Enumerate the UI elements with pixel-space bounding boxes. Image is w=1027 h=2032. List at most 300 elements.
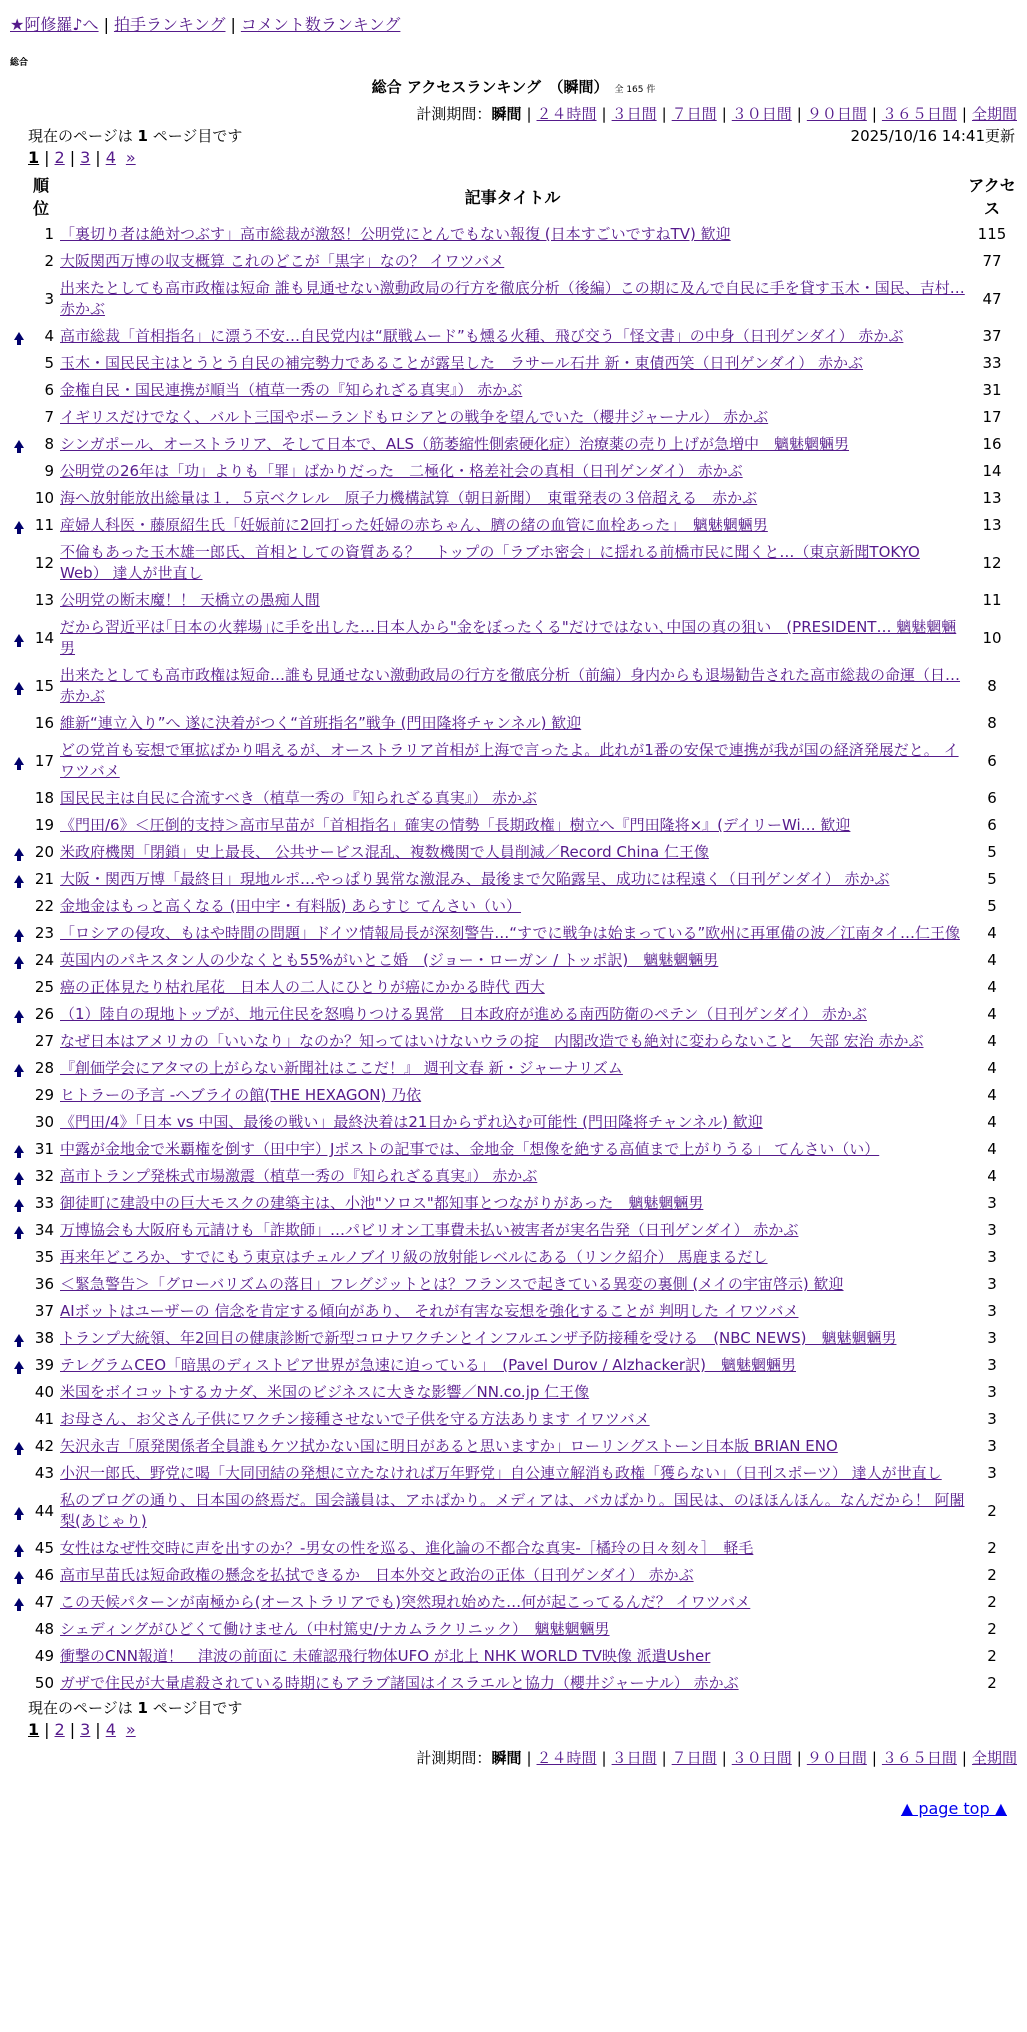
- period-selector-bottom: [10, 1747, 1017, 1769]
- table-row: [10, 404, 1017, 431]
- table-row: [10, 1271, 1017, 1298]
- rank-up-icon: [14, 1064, 24, 1072]
- table-row: [10, 485, 1017, 512]
- title-cell: [58, 614, 967, 662]
- title-cell: [58, 404, 967, 431]
- article-link[interactable]: （1）陸自の現地トップが、地元住民を怒鳴りつける異常 日本政府が進める南西防衛のペテン（日刊ゲンダイ） 赤かぶ: [60, 1005, 867, 1023]
- rank-number: 7: [44, 408, 54, 426]
- rank-number: 19: [34, 816, 54, 834]
- access-count: 77: [982, 252, 1002, 270]
- separator: |: [526, 105, 532, 123]
- period-link[interactable]: ７日間: [671, 105, 717, 123]
- article-link[interactable]: 《門田/4》「日本 vs 中国、最後の戦い」最終決着は21日からずれ込む可能性 (門田隆将チャンネル) 歓迎: [60, 1113, 763, 1131]
- table-row: [10, 221, 1017, 248]
- period-link[interactable]: ２４時間: [536, 105, 597, 123]
- title-cell: [58, 275, 967, 323]
- table-row: [10, 1643, 1017, 1670]
- rank-number: 26: [34, 1005, 54, 1023]
- table-row: [10, 1616, 1017, 1643]
- article-link[interactable]: 『創価学会にアタマの上がらない新聞社はここだ！』 週刊文春 新・ジャーナリズム: [60, 1059, 623, 1077]
- article-link[interactable]: 大阪・関西万博「最終日」現地ルポ…やっぱり異常な激混み、最後まで欠陥露呈、成功には程遠く（日刊ゲンダイ） 赤かぶ: [60, 870, 890, 888]
- rank-up-icon: [14, 929, 24, 937]
- pager-current[interactable]: 1: [28, 148, 40, 167]
- rank-number: 11: [34, 516, 54, 534]
- article-link[interactable]: イギリスだけでなく、バルト三国やポーランドもロシアとの戦争を望んでいた（櫻井ジャーナル） 赤かぶ: [60, 408, 769, 426]
- page-info-row: [10, 125, 1017, 147]
- ranking-title: 総合 アクセスランキング （瞬間）: [371, 78, 609, 96]
- rank-number: 36: [34, 1275, 54, 1293]
- access-count: 5: [987, 897, 997, 915]
- rank-up-icon: [14, 1544, 24, 1552]
- table-row: [10, 539, 1017, 587]
- rank-number: 21: [34, 870, 54, 888]
- rank-up-icon: [14, 848, 24, 856]
- table-row: [10, 1001, 1017, 1028]
- rank-number: 24: [34, 951, 54, 969]
- rank-up-icon: [14, 1010, 24, 1018]
- access-count: 6: [987, 751, 997, 770]
- pager-link[interactable]: 2: [54, 148, 65, 167]
- page-top-link[interactable]: ▲ page top ▲: [900, 1799, 1007, 1818]
- table-row: [10, 974, 1017, 1001]
- pager-link[interactable]: 3: [80, 1720, 91, 1739]
- title-cell: [58, 839, 967, 866]
- title-cell: [58, 1670, 967, 1697]
- article-link[interactable]: 出来たとしても高市政権は短命…誰も見通せない激動政局の行方を徹底分析（前編）身内からも退場勧告された高市総裁の命運（日… 赤かぶ: [60, 666, 961, 705]
- access-count: 5: [987, 843, 997, 861]
- rank-number: 13: [34, 591, 54, 609]
- rank-up-icon: [14, 634, 24, 642]
- title-cell: [58, 893, 967, 920]
- rank-number: 39: [34, 1356, 54, 1374]
- page-info-row-bottom: [10, 1697, 1017, 1719]
- access-count: 14: [982, 462, 1002, 480]
- title-cell: [58, 248, 967, 275]
- rank-number: 42: [34, 1437, 54, 1455]
- rank-number: 47: [34, 1593, 54, 1611]
- rank-up-icon: [14, 1199, 24, 1207]
- rank-number: 34: [34, 1221, 54, 1239]
- article-link[interactable]: 不倫もあった玉木雄一郎氏、首相としての資質ある？ トップの「ラブホ密会」に揺れる前橋市民に聞くと…（東京新聞TOKYO Web） 達人が世直し: [60, 543, 920, 582]
- table-row: [10, 275, 1017, 323]
- title-cell: [58, 785, 967, 812]
- title-cell: [58, 1055, 967, 1082]
- article-link[interactable]: 公明党の断末魔！！ 天橋立の愚痴人間: [60, 591, 320, 609]
- article-link[interactable]: 万博協会も大阪府も元請けも「詐欺師」…パビリオン工事費未払い被害者が実名告発（日刊ゲンダイ） 赤かぶ: [60, 1221, 799, 1239]
- separator: |: [601, 1749, 607, 1767]
- article-link[interactable]: 衝撃のCNN報道！ 津波の前面に 未確認飛行物体UFO が北上 NHK WORLD TV映像 派遣Usher: [60, 1647, 711, 1665]
- separator: |: [871, 105, 877, 123]
- title-cell: [58, 1109, 967, 1136]
- article-link[interactable]: テレグラムCEO「暗黒のディストピア世界が急速に迫っている」 (Pavel Durov / Alzhacker訳) 魑魅魍魎男: [60, 1356, 796, 1374]
- home-link[interactable]: ★阿修羅♪へ: [10, 15, 99, 34]
- title-cell: [58, 1217, 967, 1244]
- separator: |: [721, 105, 727, 123]
- separator: |: [661, 105, 667, 123]
- access-count: 13: [982, 489, 1002, 507]
- period-current: 瞬間: [491, 1749, 522, 1767]
- article-link[interactable]: 米国をボイコットするカナダ、米国のビジネスに大きな影響／NN.co.jp 仁王像: [60, 1383, 590, 1401]
- period-link[interactable]: ３０日間: [731, 105, 792, 123]
- title-cell: [58, 1244, 967, 1271]
- period-link[interactable]: 全期間: [971, 1749, 1017, 1767]
- rank-number: 49: [34, 1647, 54, 1665]
- rank-up-icon: [14, 1334, 24, 1342]
- table-row: [10, 1535, 1017, 1562]
- article-link[interactable]: 維新“連立入り”へ 遂に決着がつく“首班指名”戦争 (門田隆将チャンネル) 歓迎: [60, 714, 582, 732]
- article-link[interactable]: この天候パターンが南極から(オーストラリアでも)突然現れ始めた…何が起こってるんだ？ イワツバメ: [60, 1593, 751, 1611]
- period-link[interactable]: ３６５日間: [881, 105, 957, 123]
- access-count: 4: [987, 1113, 997, 1131]
- rank-number: 46: [34, 1566, 54, 1584]
- article-link[interactable]: ＜緊急警告＞「グローバリズムの落日」フレグジットとは？フランスで起きている異変の裏側 (メイの宇宙啓示) 歓迎: [60, 1275, 844, 1293]
- title-cell: [58, 1163, 967, 1190]
- table-row: [10, 1190, 1017, 1217]
- article-link[interactable]: 英国内のパキスタン人の少なくとも55%がいとこ婚 (ジョー・ローガン / トッポ訳) 魑魅魍魎男: [60, 951, 719, 969]
- table-row: [10, 1136, 1017, 1163]
- table-row: [10, 785, 1017, 812]
- table-row: [10, 1244, 1017, 1271]
- rank-number: 23: [34, 924, 54, 942]
- title-cell: [58, 1352, 967, 1379]
- article-link[interactable]: 《門田/6》＜圧倒的支持＞高市早苗が「首相指名」確実の情勢「長期政権」樹立へ『門田隆将×』(デイリーWi… 歓迎: [60, 816, 851, 834]
- table-row: [10, 1379, 1017, 1406]
- rank-number: 48: [34, 1620, 54, 1638]
- access-count: 3: [987, 1194, 997, 1212]
- rank-number: 25: [34, 978, 54, 996]
- title-cell: [58, 1325, 967, 1352]
- rank-number: 22: [34, 897, 54, 915]
- rank-number: 45: [34, 1539, 54, 1557]
- article-link[interactable]: トランプ大統領、年2回目の健康診断で新型コロナワクチンとインフルエンザ予防接種を受ける (NBC NEWS) 魑魅魍魎男: [60, 1329, 897, 1347]
- pagination-bottom: [10, 1719, 1017, 1741]
- title-cell: [58, 662, 967, 710]
- title-cell: [58, 812, 967, 839]
- article-link[interactable]: ガザで住民が大量虐殺されている時期にもアラブ諸国はイスラエルと協力（櫻井ジャーナル） 赤かぶ: [60, 1674, 739, 1692]
- pagination-top: [10, 147, 1017, 169]
- rank-number: 37: [34, 1302, 54, 1320]
- table-row: [10, 350, 1017, 377]
- table-row: [10, 839, 1017, 866]
- access-count: 3: [987, 1221, 997, 1239]
- title-cell: [58, 710, 967, 737]
- table-row: [10, 1352, 1017, 1379]
- rank-up-icon: [14, 956, 24, 964]
- access-count: 2: [987, 1593, 997, 1611]
- period-link[interactable]: 全期間: [971, 105, 1017, 123]
- rank-number: 29: [34, 1086, 54, 1104]
- article-link[interactable]: AIボットはユーザーの 信念を肯定する傾向があり、 それが有害な妄想を強化することが 判明した イワツバメ: [60, 1302, 799, 1320]
- title-cell: [58, 1562, 967, 1589]
- rank-up-icon: [14, 1571, 24, 1579]
- title-cell: [58, 1487, 967, 1535]
- clap-ranking-link[interactable]: 拍手ランキング: [113, 15, 226, 34]
- separator: |: [44, 148, 50, 167]
- table-row: [10, 812, 1017, 839]
- title-cell: [58, 1406, 967, 1433]
- access-count: 11: [982, 591, 1002, 609]
- separator: |: [796, 105, 802, 123]
- pager-link[interactable]: 2: [54, 1720, 65, 1739]
- period-link[interactable]: ３日間: [611, 105, 657, 123]
- title-cell: [58, 1028, 967, 1055]
- article-link[interactable]: 海へ放射能放出総量は１．５京ベクレル 原子力機構試算（朝日新聞） 東電発表の３倍超える 赤かぶ: [60, 489, 758, 507]
- rank-up-icon: [14, 332, 24, 340]
- title-header: 記事タイトル: [464, 187, 561, 207]
- table-row: [10, 1055, 1017, 1082]
- table-row: [10, 1109, 1017, 1136]
- access-count: 4: [987, 978, 997, 996]
- table-row: [10, 866, 1017, 893]
- separator: |: [961, 1749, 967, 1767]
- top-navigation: ★阿修羅♪へ | 拍手ランキング | コメント数ランキング: [10, 15, 401, 34]
- title-cell: [58, 1589, 967, 1616]
- table-row: [10, 1670, 1017, 1697]
- table-row: [10, 614, 1017, 662]
- rank-up-icon: [14, 521, 24, 529]
- table-row: [10, 431, 1017, 458]
- table-row: [10, 587, 1017, 614]
- article-link[interactable]: 高市総裁「首相指名」に漂う不安…自民党内は“厭戦ムード”も燻る火種、飛び交う「怪文書」の中身（日刊ゲンダイ） 赤かぶ: [60, 327, 904, 345]
- rank-number: 15: [34, 676, 54, 695]
- access-count: 17: [982, 408, 1002, 426]
- title-cell: [58, 587, 967, 614]
- article-link[interactable]: どの党首も妄想で軍拡ばかり唱えるが、オーストラリア首相が上海で言ったよ。此れが1番の安保で連携が我が国の経済発展だと。 イワツバメ: [60, 741, 959, 780]
- rank-number: 14: [34, 628, 54, 647]
- pager-link[interactable]: 4: [105, 148, 116, 167]
- title-cell: [58, 947, 967, 974]
- rank-number: 50: [34, 1674, 54, 1692]
- article-link[interactable]: 女性はなぜ性交時に声を出すのか？-男女の性を巡る、進化論の不都合な真実-［橘玲の日々刻々］ 軽毛: [60, 1539, 754, 1557]
- rank-number: 28: [34, 1059, 54, 1077]
- article-link[interactable]: なぜ日本はアメリカの「いいなり」なのか？知ってはいけないウラの掟 内閣改造でも絶対に変わらないこと 矢部 宏治 赤かぶ: [60, 1032, 924, 1050]
- title-cell: [58, 221, 967, 248]
- table-row: [10, 458, 1017, 485]
- table-row: [10, 377, 1017, 404]
- title-cell: [58, 1433, 967, 1460]
- article-link[interactable]: 国民民主は自民に合流すべき（植草一秀の『知られざる真実』） 赤かぶ: [60, 789, 537, 807]
- separator: |: [69, 1720, 76, 1739]
- rank-number: 12: [34, 553, 54, 572]
- period-link[interactable]: ７日間: [671, 1749, 717, 1767]
- article-link[interactable]: 小沢一郎氏、野党に喝「大同団結の発想に立たなければ万年野党」自公連立解消も政権「獲らない」（日刊スポーツ） 達人が世直し: [60, 1464, 942, 1482]
- article-link[interactable]: シンガポール、オーストラリア、そして日本で、ALS（筋萎縮性側索硬化症）治療薬の売り上げが急増中 魑魅魍魎男: [60, 435, 850, 453]
- article-link[interactable]: 金地金はもっと高くなる (田中宇・有料版) あらすじ てんさい（い）: [60, 897, 522, 915]
- comment-ranking-link[interactable]: コメント数ランキング: [240, 15, 401, 34]
- article-link[interactable]: 玉木・国民民主はとうとう自民の補完勢力であることが露呈した ラサール石井 新・東債西笑（日刊ゲンダイ） 赤かぶ: [60, 354, 864, 372]
- title-cell: [58, 350, 967, 377]
- rank-number: 35: [34, 1248, 54, 1266]
- title-cell: [58, 866, 967, 893]
- table-row: [10, 248, 1017, 275]
- separator: |: [721, 1749, 727, 1767]
- article-link[interactable]: 金権自民・国民連携が順当（植草一秀の『知られざる真実』） 赤かぶ: [60, 381, 523, 399]
- table-row: [10, 947, 1017, 974]
- rank-number: 4: [44, 327, 54, 345]
- ranking-table-body: [10, 221, 1017, 1697]
- table-row: [10, 1406, 1017, 1433]
- article-link[interactable]: 再来年どころか、すでにもう東京はチェルノブイリ級の放射能レベルにある（リンク紹介） 馬鹿まるだし: [60, 1248, 768, 1266]
- page-top-wrap: [10, 1799, 1007, 1818]
- ranking-table: [10, 171, 1017, 1697]
- title-cell: [58, 1616, 967, 1643]
- article-link[interactable]: 公明党の26年は「功」よりも「罪」ばかりだった 二極化・格差社会の真相（日刊ゲンダイ） 赤かぶ: [60, 462, 743, 480]
- rank-up-icon: [14, 1442, 24, 1450]
- title-cell: [58, 485, 967, 512]
- table-row: [10, 512, 1017, 539]
- period-link[interactable]: ３０日間: [731, 1749, 792, 1767]
- access-count: 47: [982, 289, 1002, 308]
- access-count: 3: [987, 1383, 997, 1401]
- page-title: [10, 76, 1017, 97]
- article-link[interactable]: ヒトラーの予言 -ヘブライの館(THE HEXAGON) 乃依: [60, 1086, 422, 1104]
- access-count: 4: [987, 924, 997, 942]
- rank-number: 6: [44, 381, 54, 399]
- period-current: 瞬間: [491, 105, 522, 123]
- title-cell: [58, 512, 967, 539]
- title-cell: [58, 1190, 967, 1217]
- access-count: 16: [982, 435, 1002, 453]
- period-label: 計測期間：: [416, 105, 492, 123]
- access-count: 3: [987, 1275, 997, 1293]
- article-link[interactable]: 高市早苗氏は短命政権の懸念を払拭できるか 日本外交と政治の正体（日刊ゲンダイ） 赤かぶ: [60, 1566, 694, 1584]
- article-link[interactable]: 私のブログの通り、日本国の終焉だ。国会議員は、アホばかり。メディアは、バカばかり。国民は、のほほんほん。なんだから！ 阿闍梨(あじゃり): [60, 1491, 965, 1530]
- rank-number: 9: [44, 462, 54, 480]
- title-cell: [58, 539, 967, 587]
- access-count: 8: [987, 676, 997, 695]
- rank-up-icon: [14, 1361, 24, 1369]
- article-link[interactable]: 「裏切り者は絶対つぶす」高市総裁が激怒！公明党にとんでもない報復 (日本すごいですねTV) 歓迎: [60, 225, 731, 243]
- access-count: 4: [987, 1140, 997, 1158]
- current-page-info-bottom: 現在のページは 1 ページ目です: [28, 1699, 243, 1717]
- access-count: 8: [987, 714, 997, 732]
- article-link[interactable]: 癌の正体見たり枯れ尾花 日本人の二人にひとりが癌にかかる時代 西大: [60, 978, 545, 996]
- rank-up-icon: [14, 1598, 24, 1606]
- rank-number: 27: [34, 1032, 54, 1050]
- article-link[interactable]: 高市トランプ発株式市場激震（植草一秀の『知られざる真実』） 赤かぶ: [60, 1167, 538, 1185]
- pager-next[interactable]: »: [125, 1720, 136, 1739]
- rank-number: 17: [34, 751, 54, 770]
- title-cell: [58, 1271, 967, 1298]
- rank-number: 44: [34, 1501, 54, 1520]
- article-link[interactable]: 「ロシアの侵攻、もはや時間の問題」ドイツ情報局長が深刻警告…“すでに戦争は始まっている”欧州に再軍備の波／江南タイ…仁王像: [60, 924, 960, 942]
- period-link[interactable]: ９０日間: [806, 1749, 867, 1767]
- rank-number: 40: [34, 1383, 54, 1401]
- table-row: [10, 893, 1017, 920]
- title-cell: [58, 974, 967, 1001]
- access-count: 10: [982, 628, 1002, 647]
- rank-up-icon: [14, 440, 24, 448]
- article-link[interactable]: シェディングがひどくて働けません（中村篤史/ナカムラクリニック） 魑魅魍魎男: [60, 1620, 610, 1638]
- access-count: 2: [987, 1566, 997, 1584]
- total-count: 全 165 件: [614, 85, 656, 95]
- separator: |: [661, 1749, 667, 1767]
- table-header-row: [10, 171, 1017, 221]
- table-row: [10, 1433, 1017, 1460]
- table-row: [10, 737, 1017, 785]
- title-cell: [58, 323, 967, 350]
- rank-up-icon: [14, 875, 24, 883]
- rank-number: 2: [44, 252, 54, 270]
- article-link[interactable]: だから習近平は｢日本の火葬場｣に手を出した…日本人から"金をぼったくる"だけではない､中国の真の狙い (PRESIDENT… 魑魅魍魎男: [60, 618, 957, 657]
- title-cell: [58, 1379, 967, 1406]
- pager-current[interactable]: 1: [28, 1720, 40, 1739]
- rank-number: 38: [34, 1329, 54, 1347]
- access-header: アクセス: [968, 176, 1016, 218]
- access-count: 37: [982, 327, 1002, 345]
- article-link[interactable]: 御徒町に建設中の巨大モスクの建築主は、小池"ソロス"都知事とつながりがあった 魑魅魍魎男: [60, 1194, 704, 1212]
- separator: |: [69, 148, 76, 167]
- rank-number: 43: [34, 1464, 54, 1482]
- access-count: 5: [987, 870, 997, 888]
- separator: |: [95, 1720, 101, 1739]
- table-row: [10, 1082, 1017, 1109]
- article-link[interactable]: 米政府機関「閉鎖」史上最長、 公共サービス混乱、複数機関で人員削減／Record China 仁王像: [60, 843, 709, 861]
- article-link[interactable]: 矢沢永吉「原発関係者全員誰もケツ拭かない国に明日があると思いますか」ローリングストーン日本版 BRIAN ENO: [60, 1437, 838, 1455]
- access-count: 3: [987, 1329, 997, 1347]
- access-count: 4: [987, 1086, 997, 1104]
- rank-up-icon: [14, 1145, 24, 1153]
- access-count: 3: [987, 1248, 997, 1266]
- article-link[interactable]: 出来たとしても高市政権は短命 誰も見通せない激動政局の行方を徹底分析（後編）この期に及んで自民に手を貸す玉木・国民、吉村… 赤かぶ: [60, 279, 965, 318]
- article-link[interactable]: 大阪関西万博の収支概算 これのどこが「黒字」なの？ イワツバメ: [60, 252, 505, 270]
- article-link[interactable]: 産婦人科医・藤原紹生氏「妊娠前に2回打った妊婦の赤ちゃん、臍の緒の血管に血栓あった」 魑魅魍魎男: [60, 516, 768, 534]
- period-link[interactable]: ９０日間: [806, 105, 867, 123]
- article-link[interactable]: 中露が金地金で米覇権を倒す（田中宇）Jポストの記事では、金地金「想像を絶する高値まで上がりうる」 てんさい（い）: [60, 1140, 880, 1158]
- access-count: 31: [982, 381, 1002, 399]
- rank-number: 3: [44, 289, 54, 308]
- rank-up-icon: [14, 757, 24, 765]
- rank-up-icon: [14, 1172, 24, 1180]
- article-link[interactable]: お母さん、お父さん子供にワクチン接種させないで子供を守る方法あります イワツバメ: [60, 1410, 650, 1428]
- access-count: 2: [987, 1674, 997, 1692]
- rank-up-icon: [14, 682, 24, 690]
- period-link[interactable]: ２４時間: [536, 1749, 597, 1767]
- period-link[interactable]: ３６５日間: [881, 1749, 957, 1767]
- pager-link[interactable]: 4: [105, 1720, 116, 1739]
- table-row: [10, 1028, 1017, 1055]
- table-row: [10, 1217, 1017, 1244]
- pager-link[interactable]: 3: [80, 148, 91, 167]
- pager-next[interactable]: »: [125, 148, 136, 167]
- table-row: [10, 1487, 1017, 1535]
- rank-number: 33: [34, 1194, 54, 1212]
- title-cell: [58, 1460, 967, 1487]
- rank-number: 18: [34, 789, 54, 807]
- current-page-info: 現在のページは 1 ページ目です: [28, 127, 243, 145]
- title-cell: [58, 737, 967, 785]
- access-count: 115: [977, 225, 1007, 243]
- table-row: [10, 920, 1017, 947]
- access-count: 3: [987, 1464, 997, 1482]
- access-count: 33: [982, 354, 1002, 372]
- separator: |: [95, 148, 101, 167]
- separator: |: [871, 1749, 877, 1767]
- table-row: [10, 1589, 1017, 1616]
- separator: |: [796, 1749, 802, 1767]
- rank-number: 10: [34, 489, 54, 507]
- access-count: 4: [987, 1032, 997, 1050]
- period-label: 計測期間：: [416, 1749, 492, 1767]
- access-count: 2: [987, 1539, 997, 1557]
- title-cell: [58, 1001, 967, 1028]
- title-cell: [58, 458, 967, 485]
- title-cell: [58, 1643, 967, 1670]
- period-link[interactable]: ３日間: [611, 1749, 657, 1767]
- rank-number: 8: [44, 435, 54, 453]
- table-row: [10, 1325, 1017, 1352]
- separator: |: [601, 105, 607, 123]
